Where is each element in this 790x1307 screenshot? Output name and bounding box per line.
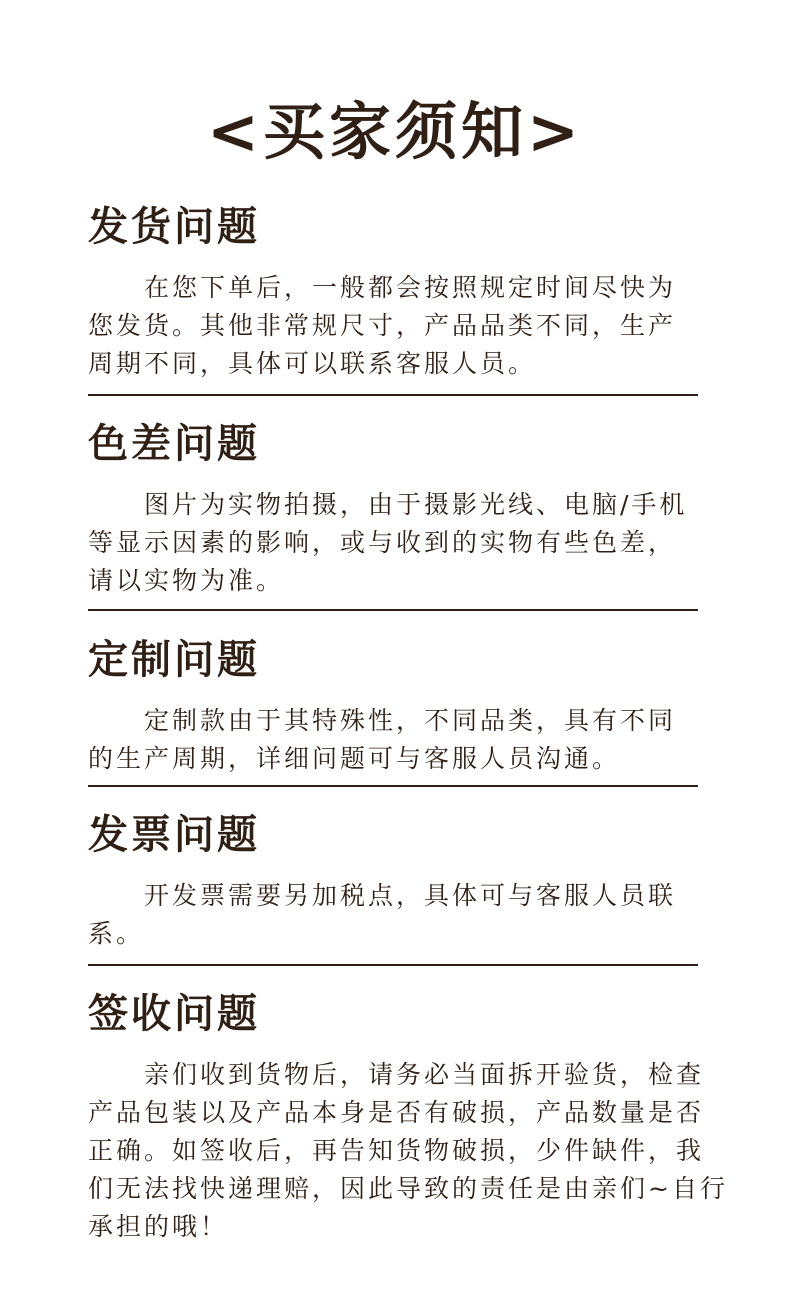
section-customization <box>88 636 700 778</box>
section-title-customization: 定制问题 <box>88 637 260 683</box>
section-divider <box>88 964 698 966</box>
section-title-shipping: 发货问题 <box>88 204 260 250</box>
section-title-receipt: 签收问题 <box>88 991 260 1037</box>
section-title-color-difference: 色差问题 <box>88 421 260 467</box>
section-receipt <box>88 990 728 1246</box>
section-body-receipt: 亲们收到货物后，请务必当面拆开验货，检查产品包装以及产品本身是否有破损，产品数量是否正确。如签收后，再告知货物破损，少件缺件，我们无法找快递理赔，因此导致的责任是由亲们~自行承担的哦！ <box>88 1060 728 1241</box>
section-divider <box>88 394 698 396</box>
section-divider <box>88 785 698 787</box>
section-body-shipping: 在您下单后，一般都会按照规定时间尽快为您发货。其他非常规尺寸，产品品类不同，生产周期不同，具体可以联系客服人员。 <box>88 273 677 378</box>
section-body-invoice: 开发票需要另加税点，具体可与客服人员联系。 <box>88 881 677 948</box>
section-invoice <box>88 811 700 953</box>
section-body-color-difference: 图片为实物拍摄，由于摄影光线、电脑/手机等显示因素的影响，或与收到的实物有些色差，请以实物为准。 <box>88 490 688 595</box>
page-title: <买家须知> <box>207 94 583 168</box>
section-divider <box>88 609 698 611</box>
section-color-difference <box>88 420 700 600</box>
section-shipping <box>88 203 700 383</box>
section-body-customization: 定制款由于其特殊性，不同品类，具有不同的生产周期，详细问题可与客服人员沟通。 <box>88 706 677 773</box>
section-title-invoice: 发票问题 <box>88 812 260 858</box>
